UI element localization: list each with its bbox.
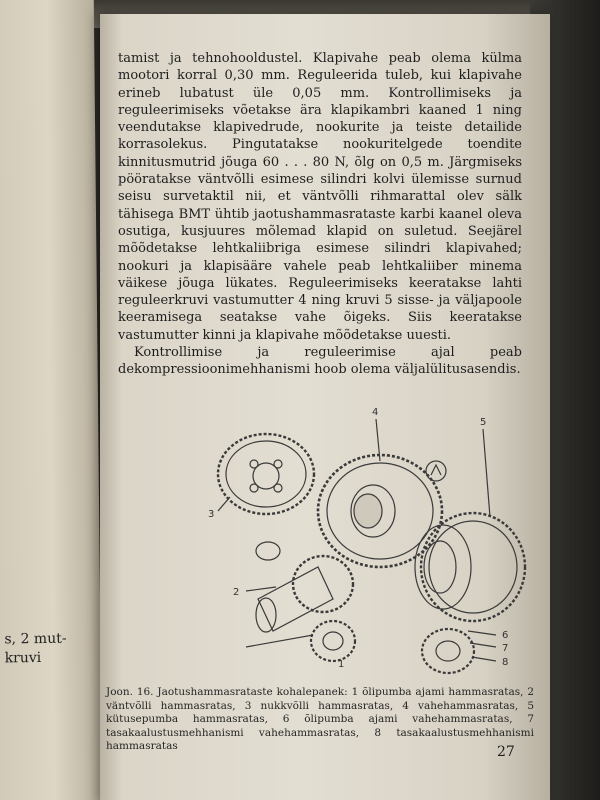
figure-label-6: 6 (502, 630, 509, 641)
figure-label-7: 7 (502, 643, 509, 654)
figure-label-4: 4 (372, 407, 379, 418)
gear-3-drawing (218, 434, 314, 514)
right-page (100, 14, 550, 800)
page-number: 27 (497, 744, 515, 760)
gears-6-7-8-drawing (311, 621, 474, 673)
body-text (118, 50, 522, 379)
paragraph: Kontrollimise ja reguleerimise ajal peab dekompressioonimehhanismi hoob olema väljalülitusasendis. (118, 345, 522, 378)
paragraph: tamist ja tehnohooldustel. Klapivahe peab olema külma mootori korral 0,30 mm. Reguleerida tuleb, kui klapivahe erineb lubatust üle 0,05 mm. Kontrollimiseks ja reguleerimiseks võetakse ära klapikambri kaaned 1 ning veendutakse klapivedrude, nookurite ja teiste detailide korrasolekus. Pingutatakse nookuritelgede toendite kinnitusmutrid jõuga 60 . . . 80 N, õlg on 0,5 m. Järgmiseks pööratakse väntvõlli esimese silindri kolvi ülemisse surnud seisu survetaktil nii, et väntvõlli rihmarattal olev sälk tähisega BMT ühtib jaotushammasrataste karbi kaanel oleva osutiga, kusjuures mõlemad klapid on suletud. Seejärel mõõdetakse lehtkaliibriga esimese silindri klapivahed; nookuri ja klapisääre vahele peab lehtkaliiber minema väikese jõuga lükates. Reguleerimiseks keeratakse lahti reguleerkruvi vastumutter 4 ning kruvi 5 sisse- ja väljapoole keeramisega seatakse vahe õigeks. Siis keeratakse vastumutter kinni ja klapivahe mõõdetakse uuesti. (118, 51, 522, 343)
left-page-text-fragment (4, 630, 66, 669)
figure-label-3: 3 (208, 509, 215, 520)
left-page (0, 0, 102, 800)
figure-caption: Joon. 16. Jaotushammasrataste kohalepanek: 1 õlipumba ajami hammasratas, 2 väntvõlli hammasratas, 3 nukkvõlli hammasratas, 4 vahehammasratas, 5 kütusepumba hammasratas, 6 õlipumba ajami vahehammasratas, 7 tasakaalustusmehhanismi vahehammasratas, 8 tasakaalustusmehhanismi hammasratas (106, 686, 534, 753)
gear-4-drawing (318, 455, 442, 567)
gear-assembly-figure (118, 399, 528, 679)
left-fragment-line: kruvi (4, 649, 42, 667)
figure-label-2: 2 (233, 587, 240, 598)
figure-label-5: 5 (480, 417, 487, 428)
gear-5-drawing (415, 513, 525, 621)
figure-label-8: 8 (502, 657, 509, 668)
gear-2-drawing (256, 556, 353, 632)
figure-label-1: 1 (338, 659, 345, 670)
left-fragment-line: s, 2 mut- (4, 630, 67, 648)
